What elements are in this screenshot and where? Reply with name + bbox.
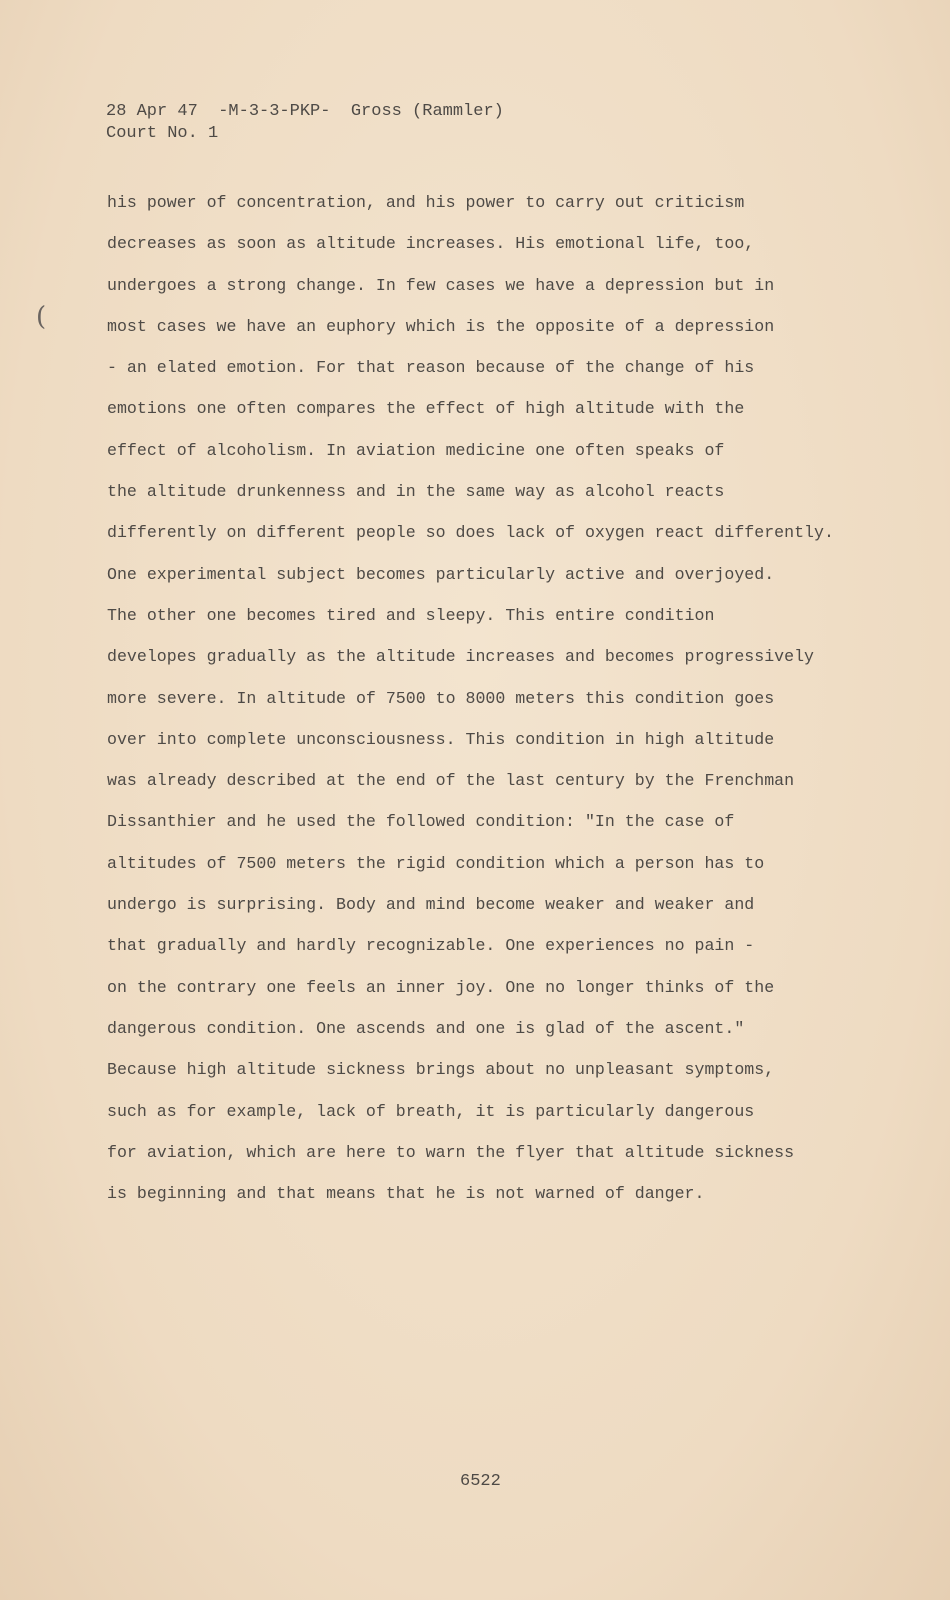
text-line: undergo is surprising. Body and mind become weaker and weaker and [107,895,755,915]
text-line: his power of concentration, and his power to carry out criticism [107,193,745,212]
text-line: Because high altitude sickness brings about no unpleasant symptoms, [107,1060,775,1080]
document-header [106,101,504,145]
text-line: more severe. In altitude of 7500 to 8000 meters this condition goes [107,688,775,708]
margin-bracket-mark: ( [36,302,47,332]
text-line: The other one becomes tired and sleepy. This entire condition [107,605,715,625]
text-line: differently on different people so does lack of oxygen react differently. [107,523,834,543]
page-number: 6522 [460,1472,501,1491]
text-line: for aviation, which are here to warn the flyer that altitude sickness [107,1142,795,1162]
text-line: that gradually and hardly recognizable. One experiences no pain - [107,936,755,956]
text-line: such as for example, lack of breath, it is particularly dangerous [107,1101,755,1121]
text-line: - an elated emotion. For that reason because of the change of his [107,358,755,378]
text-line: altitudes of 7500 meters the rigid condition which a person has to [107,853,765,873]
text-line: developes gradually as the altitude increases and becomes progressively [107,647,815,667]
text-line: the altitude drunkenness and in the same way as alcohol reacts [107,482,725,502]
text-line: was already described at the end of the last century by the Frenchman [107,771,795,791]
header-line-court: Court No. 1 [106,124,219,143]
header-line-date-case: 28 Apr 47 -M-3-3-PKP- Gross (Rammler) [106,102,504,121]
text-line: decreases as soon as altitude increases. His emotional life, too, [107,234,755,254]
text-line: One experimental subject becomes particularly active and overjoyed. [107,564,775,584]
text-line: emotions one often compares the effect of high altitude with the [107,399,745,419]
text-line: is beginning and that means that he is not warned of danger. [107,1184,705,1204]
document-body [107,182,834,1214]
text-line: Dissanthier and he used the followed condition: "In the case of [107,812,735,832]
text-line: most cases we have an euphory which is the opposite of a depression [107,316,775,336]
text-line: over into complete unconsciousness. This condition in high altitude [107,729,775,749]
text-line: on the contrary one feels an inner joy. One no longer thinks of the [107,977,775,997]
text-line: dangerous condition. One ascends and one is glad of the ascent." [107,1018,745,1038]
text-line: undergoes a strong change. In few cases we have a depression but in [107,275,775,295]
text-line: effect of alcoholism. In aviation medicine one often speaks of [107,440,725,460]
